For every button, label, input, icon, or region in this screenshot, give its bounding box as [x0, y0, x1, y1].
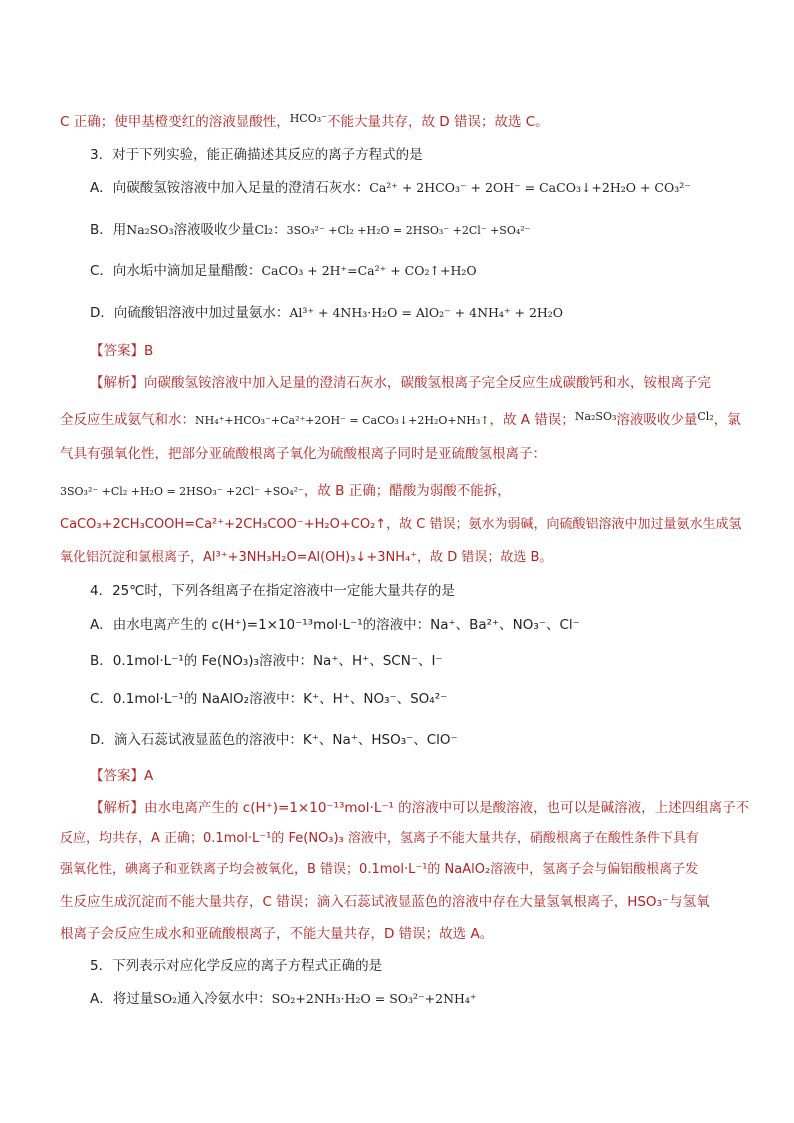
option-a-text: A．将过量: [90, 991, 154, 1007]
option-d-equation: Al³⁺ + 4NH₃·H₂O = AlO₂⁻ + 4NH₄⁺ + 2H₂O: [289, 305, 564, 320]
option-b-cl2: Cl₂: [254, 222, 274, 237]
question-3-analysis-line-5: CaCO₃+2CH₃COOH=Ca²⁺+2CH₃COO⁻+H₂O+CO₂↑，故 C 错误；氨水为弱碱，向硫酸铝溶液中加过量氨水生成氢: [60, 517, 742, 532]
option-a-so2: SO₂: [153, 991, 178, 1006]
analysis-cl2: Cl₂: [697, 410, 714, 423]
question-3-analysis-line-2: [60, 408, 741, 430]
analysis-text: ，氯: [713, 412, 741, 428]
analysis-equation: NH₄⁺+HCO₃⁻+Ca²⁺+2OH⁻ = CaCO₃↓+2H₂O+NH₃↑: [195, 414, 490, 427]
analysis-text: 由水电离产生的 c(H⁺)=1×10⁻¹³mol·L⁻¹ 的溶液中可以是酸溶液，也可以是碱溶液，上述四组离子不: [144, 800, 750, 816]
question-3-analysis-line-1: [90, 374, 711, 392]
analysis-na2so3: Na₂SO₃: [574, 410, 617, 423]
question-3-option-a: [90, 179, 691, 197]
option-c-text: C．向水垢中滴加足量醋酸：: [90, 263, 262, 279]
option-b-equation: 3SO₃²⁻ +Cl₂ +H₂O = 2HSO₃⁻ +2Cl⁻ +SO₄²⁻: [286, 224, 531, 237]
option-c-equation: CaCO₃ + 2H⁺=Ca²⁺ + CO₂↑+H₂O: [261, 263, 477, 278]
question-4-answer: 【答案】A: [90, 768, 154, 784]
question-3-analysis-line-6: 氧化铝沉淀和氯根离子，Al³⁺+3NH₃H₂O=Al(OH)₃↓+3NH₄⁺，故 D 错误；故选 B。: [60, 550, 553, 565]
analysis-equation: 3SO₃²⁻ +Cl₂ +H₂O = 2HSO₃⁻ +2Cl⁻ +SO₄²⁻: [60, 485, 304, 498]
option-a-equation: SO₂+2NH₃·H₂O = SO₃²⁻+2NH₄⁺: [271, 991, 477, 1006]
question-5-stem: 5．下列表示对应化学反应的离子方程式正确的是: [90, 958, 383, 974]
question-3-analysis-line-4: [60, 482, 511, 501]
option-b-colon: ：: [273, 222, 287, 238]
question-4-analysis-line-1: [90, 799, 749, 817]
analysis-text: ，故 B 正确；醋酸为弱酸不能拆，: [303, 483, 511, 499]
question-5-option-a: [90, 990, 477, 1008]
continuation-line: [60, 110, 549, 131]
question-4-stem: 4．25℃时，下列各组离子在指定溶液中一定能大量共存的是: [90, 583, 455, 599]
question-4-analysis-line-3: 强氧化性，碘离子和亚铁离子均会被氧化，B 错误；0.1mol·L⁻¹的 NaAlO₂溶液中，氢离子会与偏铝酸根离子发: [60, 862, 699, 877]
question-3-option-d: [90, 304, 563, 322]
question-4-option-c: C．0.1mol·L⁻¹的 NaAlO₂溶液中：K⁺、H⁺、NO₃⁻、SO₄²⁻: [90, 691, 448, 707]
question-4-analysis-line-4: 生反应生成沉淀而不能大量共存，C 错误；滴入石蕊试液显蓝色的溶液中存在大量氢氧根离子，HSO₃⁻与氢氧: [60, 894, 710, 910]
question-3-answer: 【答案】B: [90, 343, 154, 359]
analysis-tag: 【解析】: [90, 375, 144, 391]
option-b-na2so3: Na₂SO₃: [126, 222, 174, 237]
question-4-analysis-line-2: 反应，均共存，A 正确；0.1mol·L⁻¹的 Fe(NO₃)₃ 溶液中，氢离子不能大量共存，硝酸根离子在酸性条件下具有: [60, 831, 699, 846]
analysis-text: 向碳酸氢铵溶液中加入足量的澄清石灰水，碳酸氢根离子完全反应生成碳酸钙和水，铵根离子完: [144, 375, 711, 391]
question-4-option-a: A．由水电离产生的 c(H⁺)=1×10⁻¹³mol·L⁻¹的溶液中：Na⁺、Ba²⁺、NO₃⁻、Cl⁻: [90, 617, 580, 633]
option-a-text-2: 通入冷氨水中：: [177, 991, 272, 1007]
option-a-equation: Ca²⁺ + 2HCO₃⁻ + 2OH⁻ = CaCO₃↓+2H₂O + CO₃²⁻: [369, 180, 691, 195]
analysis-tag: 【解析】: [90, 800, 144, 816]
question-3-analysis-line-3: 气具有强氧化性，把部分亚硫酸根离子氧化为硫酸根离子同时是亚硫酸氢根离子：: [60, 446, 546, 462]
question-4-option-b: B．0.1mol·L⁻¹的 Fe(NO₃)₃溶液中：Na⁺、H⁺、SCN⁻、I⁻: [90, 653, 443, 669]
analysis-text: ，故 A 错误；: [489, 412, 575, 428]
question-4-option-d: D．滴入石蕊试液显蓝色的溶液中：K⁺、Na⁺、HSO₃⁻、ClO⁻: [90, 732, 458, 748]
question-3-option-b: [90, 221, 530, 240]
continuation-text-a: C 正确；使甲基橙变红的溶液显酸性，: [60, 114, 290, 130]
analysis-text: 全反应生成氨气和水：: [60, 412, 195, 428]
hco3-formula: HCO₃⁻: [289, 112, 327, 125]
continuation-text-b: 不能大量共存，故 D 错误；故选 C。: [326, 114, 549, 130]
option-d-text: D．向硫酸铝溶液中加过量氨水：: [90, 305, 290, 321]
analysis-text: 溶液吸收少量: [616, 412, 698, 428]
option-a-text: A．向碳酸氢铵溶液中加入足量的澄清石灰水：: [90, 180, 370, 196]
question-4-analysis-line-5: 根离子会反应生成水和亚硫酸根离子，不能大量共存，D 错误；故选 A。: [60, 926, 494, 942]
option-b-text-1: B．用: [90, 222, 127, 238]
question-3-option-c: [90, 262, 477, 280]
question-3-stem: 3．对于下列实验，能正确描述其反应的离子方程式的是: [90, 147, 423, 163]
option-b-text-2: 溶液吸收少量: [173, 222, 255, 238]
